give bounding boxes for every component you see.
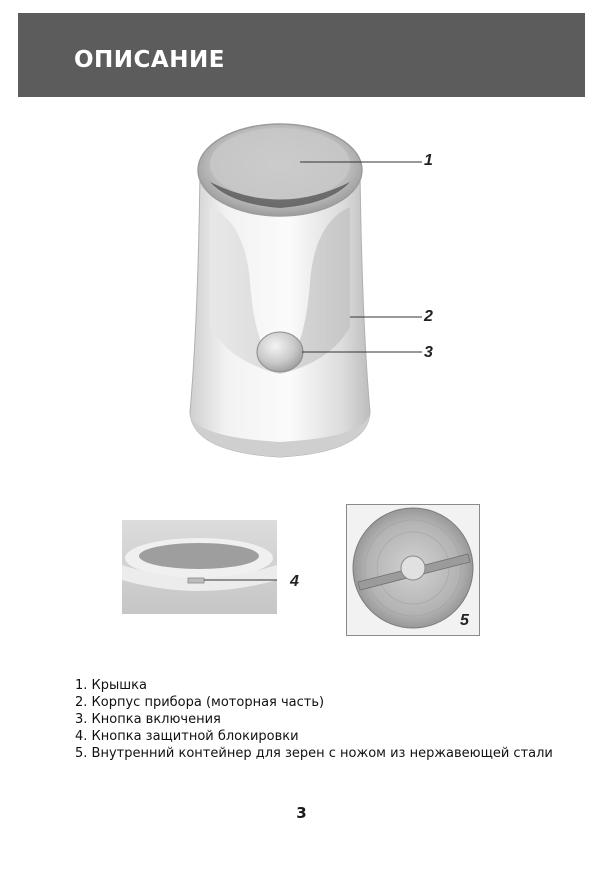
power-button-illustration — [257, 332, 303, 372]
list-item: 2. Корпус прибора (моторная часть) — [75, 695, 325, 710]
list-item: 4. Кнопка защитной блокировки — [75, 729, 299, 744]
callout-2: 2 — [424, 308, 433, 325]
lock-button-illustration — [188, 578, 204, 583]
lock-button-photo — [122, 520, 277, 614]
section-header-bar — [18, 13, 585, 97]
list-item: 5. Внутренний контейнер для зерен с ножом из нержавеющей стали — [75, 746, 553, 761]
coffee-grinder-illustration — [170, 112, 450, 472]
callout-5: 5 — [460, 612, 469, 629]
section-title: ОПИСАНИЕ — [74, 47, 225, 73]
list-item: 3. Кнопка включения — [75, 712, 221, 727]
callout-1: 1 — [424, 152, 433, 169]
callout-3: 3 — [424, 344, 433, 361]
callout-4: 4 — [290, 573, 299, 590]
list-item: 1. Крышка — [75, 678, 147, 693]
page-number: 3 — [296, 804, 307, 822]
parts-list — [75, 677, 553, 762]
